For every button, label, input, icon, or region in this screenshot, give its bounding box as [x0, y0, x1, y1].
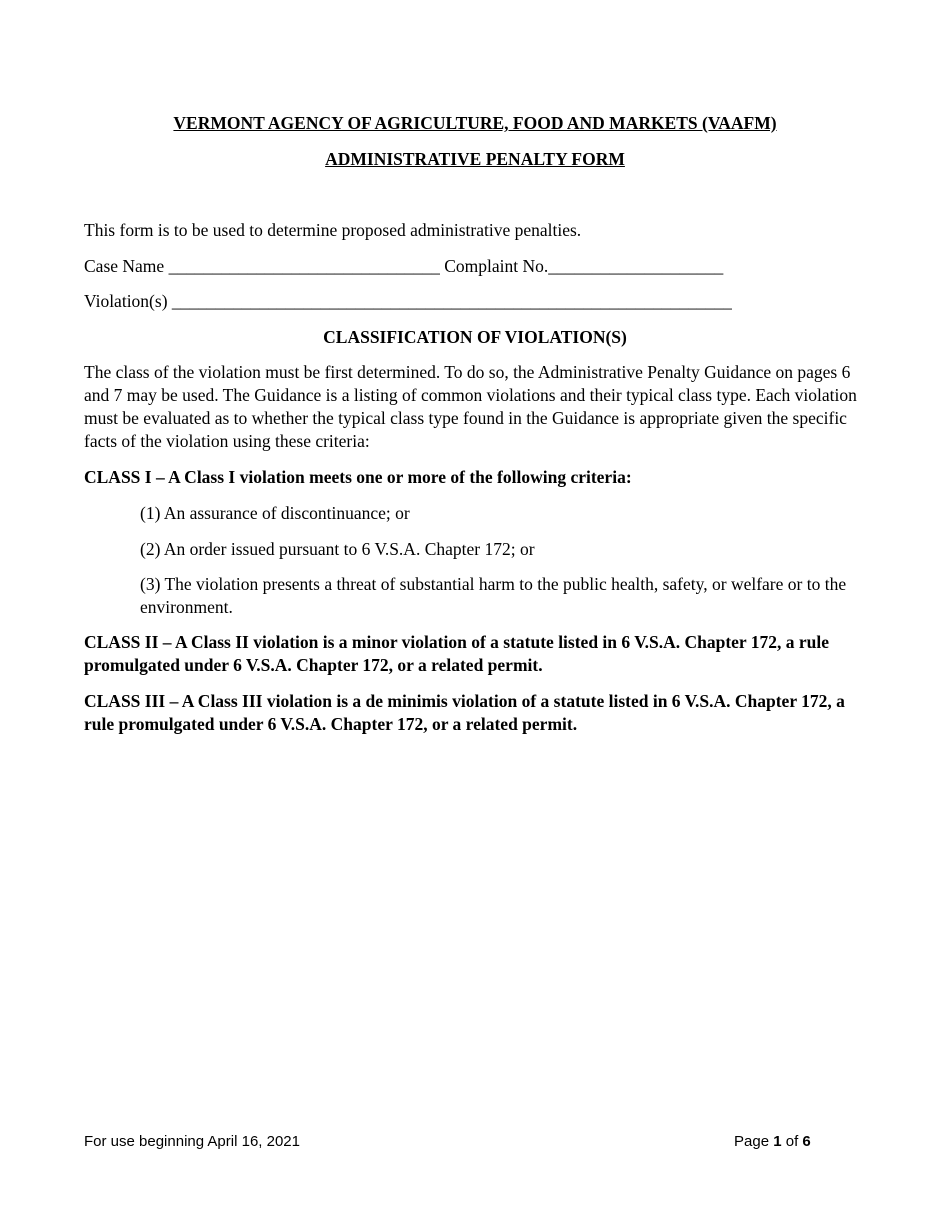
class-one-heading: CLASS I – A Class I violation meets one or more of the following criteria:: [84, 467, 632, 487]
page-of: of: [785, 1133, 799, 1150]
complaint-number-label: Complaint No.: [444, 256, 549, 276]
page-word: Page: [734, 1133, 770, 1150]
class-two-definition: CLASS II – A Class II violation is a minor violation of a statute listed in 6 V.S.A. Chapter 172, a rule promulgated under 6 V.S.A. Chapter 172, or a related permit.: [84, 632, 829, 675]
agency-title: VERMONT AGENCY OF AGRICULTURE, FOOD AND MARKETS (VAAFM): [173, 113, 777, 133]
complaint-number-field[interactable]: ____________________: [548, 256, 724, 276]
page-current: 1: [773, 1133, 782, 1150]
class-one-criterion: (3) The violation presents a threat of substantial harm to the public health, safety, or welfare or to the environment.: [140, 574, 847, 617]
page-indicator: [734, 1132, 811, 1152]
footer-effective-date: For use beginning April 16, 2021: [84, 1133, 300, 1150]
violations-label: Violation(s): [84, 291, 168, 311]
classification-heading: CLASSIFICATION OF VIOLATION(S): [323, 327, 627, 347]
classification-paragraph: The class of the violation must be first determined. To do so, the Administrative Penalty Guidance on pages 6 and 7 may be used. The Guidance is a listing of common violations and their typical class type. Each violation must be evaluated as to whether the typical class type found in the Guidance is appropriate given the specific facts of the violation using these criteria:: [84, 362, 857, 451]
violations-line: [84, 290, 732, 313]
page-total: 6: [802, 1133, 811, 1150]
case-name-field[interactable]: _______________________________: [168, 256, 440, 276]
intro-text: This form is to be used to determine proposed administrative penalties.: [84, 220, 582, 240]
case-info-line: [84, 255, 723, 278]
form-title: ADMINISTRATIVE PENALTY FORM: [325, 149, 625, 169]
class-one-criterion: (1) An assurance of discontinuance; or: [140, 503, 410, 523]
case-name-label: Case Name: [84, 256, 165, 276]
violations-field[interactable]: ________________________________________________________________: [171, 291, 732, 311]
class-one-criterion: (2) An order issued pursuant to 6 V.S.A. Chapter 172; or: [140, 539, 535, 559]
class-three-definition: CLASS III – A Class III violation is a de minimis violation of a statute listed in 6 V.S.A. Chapter 172, a rule promulgated under 6 V.S.A. Chapter 172, or a related permit.: [84, 691, 845, 734]
